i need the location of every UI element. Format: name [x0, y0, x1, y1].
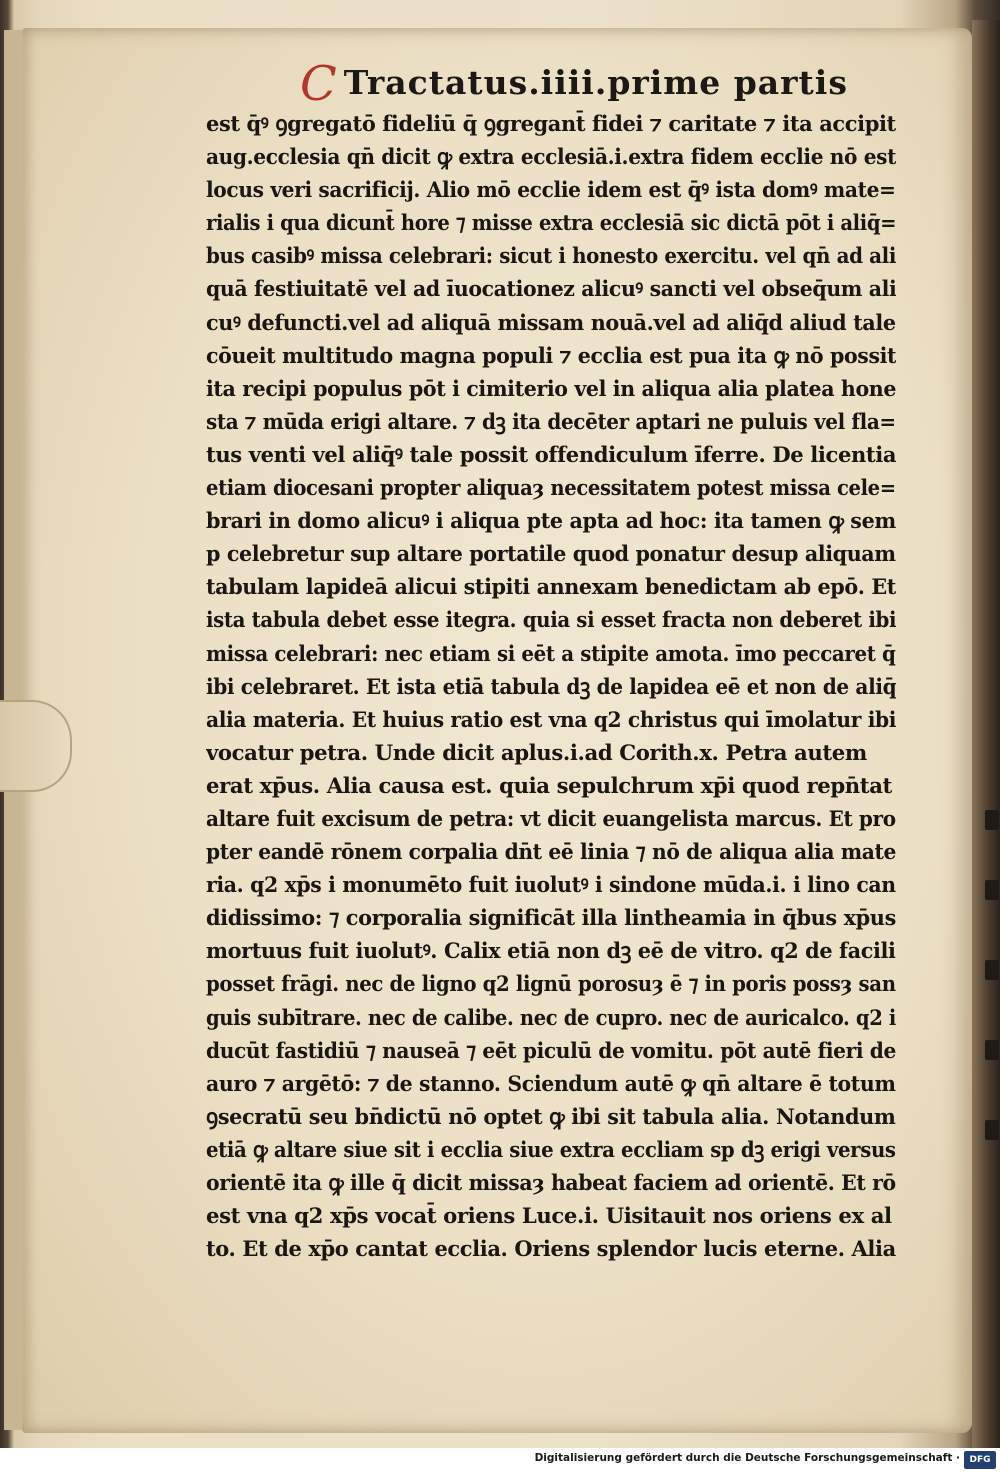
facing-page-fragment [985, 960, 999, 980]
text-line: ria. q2 xp̄s i monumēto fuit iuolutꝰ i sindone mūda.i. i lino can [206, 873, 896, 899]
footer-bar [0, 1448, 1000, 1474]
text-line: pter eandē rōnem corpalia dn̄t eē linia ⁊ nō de aliqua alia mate [206, 840, 896, 866]
text-line: brari in domo alicuꝰ i aliqua pte apta ad hoc: ita tamen ꝙ sem [206, 509, 896, 535]
text-line: rialis i qua dicunt̄ hore ⁊ misse extra ecclesiā sic dictā pōt i aliq̄= [206, 211, 896, 237]
header-title: Tractatus.iiii.prime partis [343, 63, 848, 102]
text-line: to. Et de xp̄o cantat ecclia. Oriens splendor lucis eterne. Alia [206, 1237, 896, 1263]
text-line: p celebretur sup altare portatile quod ponatur desup aliquam [206, 542, 896, 568]
text-line: sta ⁊ mūda erigi altare. ⁊ dꝫ ita decēter aptari ne puluis vel fla= [206, 409, 896, 435]
text-block [206, 108, 906, 1266]
text-line: guis subītrare. nec de calibe. nec de cupro. nec de auricalco. q2 i [206, 1005, 896, 1031]
red-initial: C [300, 56, 338, 112]
text-line: mortuus fuit iuolutꝰ. Calix etiā non dꝫ eē de vitro. q2 de facili [206, 939, 896, 965]
text-line: ista tabula debet esse itegra. quia si esset fracta non deberet ibi [206, 608, 896, 634]
text-line: ꝯsecratū seu bn̄dictū nō optet ꝙ ibi sit tabula alia. Notandum [206, 1104, 896, 1130]
text-line: quā festiuitatē vel ad īuocationez alicuꝰ sancti vel obseq̄um ali [206, 277, 896, 303]
text-line: didissimo: ⁊ corporalia significāt illa lintheamia in q̄bus xp̄us [206, 906, 896, 932]
text-line: aug.ecclesia qn̄ dicit ꝙ extra ecclesiā.i.extra fidem ecclie nō est [206, 145, 896, 171]
text-line: est q̄ꝰ ꝯgregatō fideliū q̄ ꝯgregant̄ fidei ⁊ caritate ⁊ ita accipit [206, 112, 896, 137]
facing-page-fragment [985, 810, 999, 830]
text-line: cōueit multitudo magna populi ⁊ ecclia est pua ita ꝙ nō possit [206, 343, 896, 369]
text-line: ibi celebraret. Et ista etiā tabula dꝫ de lapidea eē et non de aliq̄ [206, 674, 896, 700]
text-line: tus venti vel aliq̄ꝰ tale possit offendiculum īferre. De licentia [206, 442, 896, 468]
text-line: erat xp̄us. Alia causa est. quia sepulchrum xp̄i quod repn̄tat [206, 773, 892, 799]
facing-page-fragment [985, 1040, 999, 1060]
text-line: locus veri sacrificij. Alio mō ecclie idem est q̄ꝰ ista domꝰ mate= [206, 178, 896, 204]
facing-page-fragment [985, 1120, 999, 1140]
text-line: etiā ꝙ altare siue sit i ecclia siue extra eccliam sp dꝫ erigi versus [206, 1137, 896, 1163]
text-line: posset frāgi. nec de ligno q2 lignū porosuȝ ē ⁊ in poris possȝ san [206, 972, 896, 998]
text-line: bus casibꝰ missa celebrari: sicut i honesto exercitu. vel qn̄ ad ali [206, 244, 896, 270]
text-line: orientē ita ꝙ ille q̄ dicit missaȝ habeat faciem ad orientē. Et rō [206, 1171, 896, 1196]
page-header [300, 56, 848, 112]
text-line: auro ⁊ argētō: ⁊ de stanno. Sciendum autē ꝙ qn̄ altare ē totum [206, 1071, 896, 1097]
footer-credit: Digitalisierung gefördert durch die Deutsche Forschungsgemeinschaft · [534, 1452, 960, 1464]
dfg-logo: DFG [964, 1451, 996, 1469]
facing-page-edge [972, 20, 1000, 1448]
text-line: vocatur petra. Unde dicit aplus.i.ad Corith.x. Petra autem [206, 740, 867, 766]
text-line: altare fuit excisum de petra: vt dicit euangelista marcus. Et pro [206, 806, 896, 832]
text-line: alia materia. Et huius ratio est vna q2 christus qui īmolatur ibi [206, 707, 896, 733]
text-line: etiam diocesani propter aliquaȝ necessitatem potest missa cele= [206, 476, 896, 502]
text-line: missa celebrari: nec etiam si eēt a stipite amota. īmo peccaret q̄ [206, 641, 896, 667]
text-line: est vna q2 xp̄s vocat̄ oriens Luce.i. Uisitauit nos oriens ex al [206, 1204, 892, 1230]
text-line: tabulam lapideā alicui stipiti annexam benedictam ab epō. Et [206, 575, 896, 601]
text-line: ita recipi populus pōt i cimiterio vel in aliqua alia platea hone [206, 376, 896, 402]
facing-page-fragment [985, 880, 999, 900]
page-tab-marker [0, 700, 72, 792]
text-line: ducūt fastidiū ⁊ nauseā ⁊ eēt piculū de vomitu. pōt autē fieri de [206, 1038, 896, 1064]
text-line: cuꝰ defuncti.vel ad aliquā missam nouā.vel ad aliq̄d aliud tale [206, 310, 896, 336]
